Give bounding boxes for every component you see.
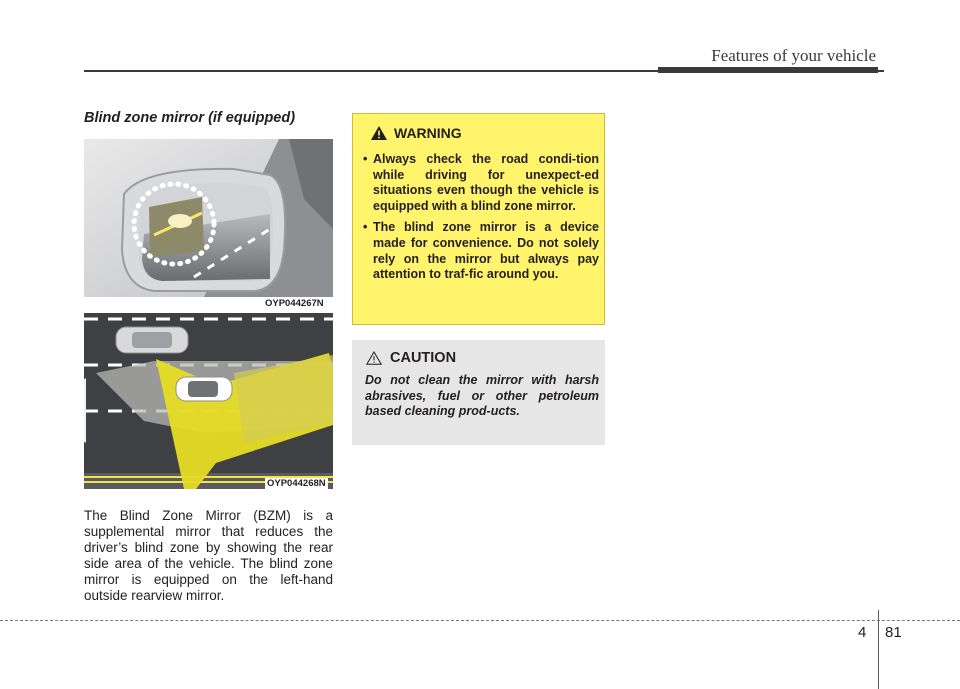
- warning-item: • The blind zone mirror is a device made for convenience. Do not solely rely on the mirror but always pay attention to traf-fic around you.: [363, 220, 599, 282]
- blind-zone-diagram-graphic: [84, 313, 333, 489]
- warning-box: [352, 113, 605, 325]
- mirror-illustration-graphic: [84, 139, 333, 297]
- warning-item: • Always check the road condi-tion while driving for unexpect-ed situations even though the vehicle is equipped with a blind zone mirror.: [363, 152, 599, 214]
- warning-list: [363, 152, 599, 289]
- running-header: Features of your vehicle: [711, 46, 876, 65]
- figure-code: OYP044268N: [267, 478, 326, 489]
- chapter-number: 4: [858, 624, 867, 641]
- page-number: 81: [885, 624, 902, 641]
- body-paragraph: The Blind Zone Mirror (BZM) is a supplemental mirror that reduces the driver’s blind zone by showing the rear side area of the vehicle. The blind zone mirror is equipped on the left-hand outside rearview mirror.: [84, 507, 333, 603]
- footer-divider: [878, 610, 879, 689]
- mirror-illustration: [84, 139, 333, 297]
- caution-box: [352, 340, 605, 445]
- blind-zone-diagram: [84, 313, 333, 489]
- warning-header: [371, 125, 462, 141]
- caution-icon: [366, 351, 382, 365]
- caution-header: [366, 350, 456, 366]
- warning-icon: [371, 126, 387, 140]
- figure-code: OYP044267N: [265, 298, 324, 309]
- footer-rule: [0, 620, 960, 621]
- section-title: Blind zone mirror (if equipped): [84, 110, 296, 126]
- caution-title: CAUTION: [390, 350, 457, 366]
- caution-text: Do not clean the mirror with harsh abrasives, fuel or other petroleum based cleaning prod-ucts.: [365, 373, 599, 419]
- warning-title: WARNING: [394, 125, 462, 141]
- header-rule-accent: [658, 67, 878, 73]
